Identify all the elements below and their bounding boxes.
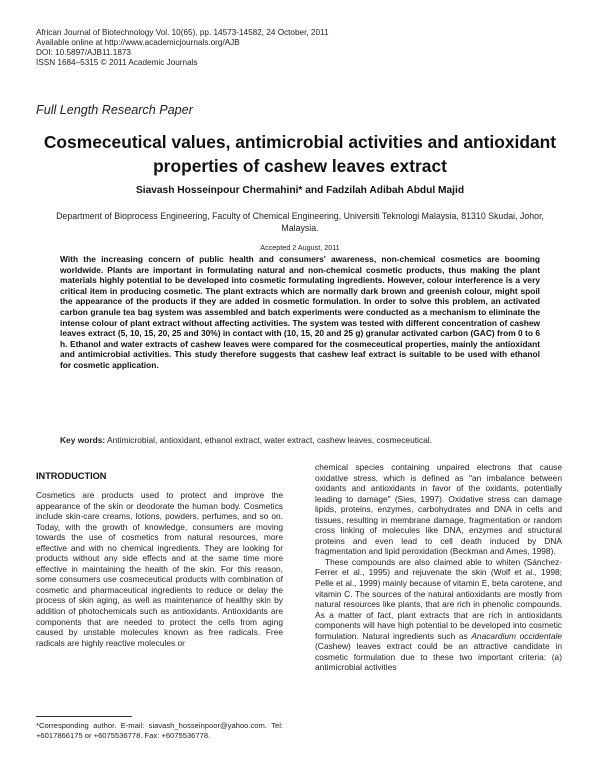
species-name: Anacardium occidentale <box>471 630 562 641</box>
corresponding-author-footnote: *Corresponding author. E-mail: siavash_hosseinpoor@yahoo.com. Tel: +6017866175 or +6075536778. Fax: +6075536778. <box>36 721 283 740</box>
intro-paragraph-1: Cosmetics are products used to protect and improve the appearance of the skin or deodorate the human body. Cosmetics include skin-care creams, lotions, powders, perfumes, and so on. Today, with the growth of knowledge, consumers are moving towards the use of cosmetics from natural resources, more effective and with no chemical ingredients. They are looking for products without any side effects and at the same time more effective in maintaining the health of the skin. For this reason, some consumers use cosmeceutical products with combination of cosmetic and pharmaceutical ingredients to reduce or delay the process of skin aging, as well as maintenance of healthy skin by addition of photochemicals such as antioxidants. Antioxidants are components that are needed to protect the cells from aging caused by unstable molecules known as free radicals. Free radicals are highly reactive molecules or <box>36 490 283 648</box>
intro-paragraph-3-text-b: (Cashew) leaves extract could be an attractive candidate in cosmetic formulation due to these two important criteria: (a) antimicrobial activities <box>315 641 562 673</box>
journal-availability: Available online at http://www.academicjournals.org/AJB <box>36 38 240 47</box>
journal-citation: African Journal of Biotechnology Vol. 10(65), pp. 14573-14582, 24 October, 2011 <box>36 28 329 37</box>
intro-paragraph-3-text-a: These compounds are also claimed able to whiten (Sánchez-Ferrer et al., 1995) and rejuvenate the skin (Wolf et al., 1998; Pelle et al., 1999) mainly because of vitamin E, beta carotene, and vitamin C. The sources of the natural antioxidants are mostly from natural resources like plants, that are rich in phenolic compounds. As a matter of fact, plant extracts that are rich in antioxidants components will have high potential to be developed into cosmetic formulation. Natural ingredients such as <box>315 556 562 641</box>
abstract: With the increasing concern of public health and consumers' awareness, non-chemical cosmetics are booming worldwide. Plants are important in formulating natural and non-chemical cosmetic products, thus making the plant materials highly potential to be developed into cosmetic formulating ingredients. However, colour interference is a very critical item in producing cosmetic. The plant extracts which are normally dark brown and greenish colour, might spoil the appearance of the products if they are added in cosmetic formulation. In order to solve this problem, an activated carbon granule tea bag system was assembled and batch experiments were conducted as a mechanism to eliminate the intense colour of plant extract without affecting activities. The system was tested with different concentration of cashew leaves extract (5, 10, 15, 20, 25 and 30%) in contact with (10, 15, 20 and 25 g) granular activated carbon (GAC) from 0 to 6 h. Ethanol and water extracts of cashew leaves were compared for the cosmeceutical properties, mainly the antioxidant and antimicrobial activities. This study therefore suggests that cashew leaf extract is suitable to be used with ethanol for cosmetic application. <box>60 254 540 370</box>
introduction-heading: INTRODUCTION <box>36 471 107 481</box>
journal-doi: DOI: 10.5897/AJB11.1873 <box>36 48 131 57</box>
paper-title: Cosmeceutical values, antimicrobial activities and antioxidant properties of cashew leaves extract <box>43 132 557 176</box>
intro-paragraph-3 <box>315 557 562 673</box>
keywords-text: Antimicrobial, antioxidant, ethanol extract, water extract, cashew leaves, cosmeceutical. <box>107 435 432 445</box>
left-column <box>36 490 283 648</box>
accepted-date: Accepted 2 August, 2011 <box>260 243 340 252</box>
journal-issn: ISSN 1684–5315 © 2011 Academic Journals <box>36 58 198 67</box>
right-column <box>315 462 562 673</box>
paper-type-label: Full Length Research Paper <box>36 103 193 117</box>
intro-paragraph-2: chemical species containing unpaired electrons that cause oxidative stress, which is defined as "an imbalance between oxidants and antioxidants in favor of the oxidants, potentially leading to damage" (Sies, 1997). Oxidative stress can damage lipids, proteins, enzymes, carbohydrates and DNA in cells and tissues, resulting in membrane damage, fragmentation or random cross linking of molecules like DNA, enzymes and structural proteins and even lead to cell death induced by DNA fragmentation and lipid peroxidation (Beckman and Ames, 1998). <box>315 462 562 557</box>
author-affiliation: Department of Bioprocess Engineering, Faculty of Chemical Engineering, Universiti Teknologi Malaysia, 81310 Skudai, Johor, Malaysia. <box>56 211 544 233</box>
journal-header <box>36 28 329 68</box>
keywords-label: Key words: <box>60 435 106 445</box>
paper-authors: Siavash Hosseinpour Chermahini* and Fadzilah Adibah Abdul Majid <box>135 185 465 196</box>
footnote-divider <box>36 716 132 717</box>
keywords <box>60 435 540 445</box>
